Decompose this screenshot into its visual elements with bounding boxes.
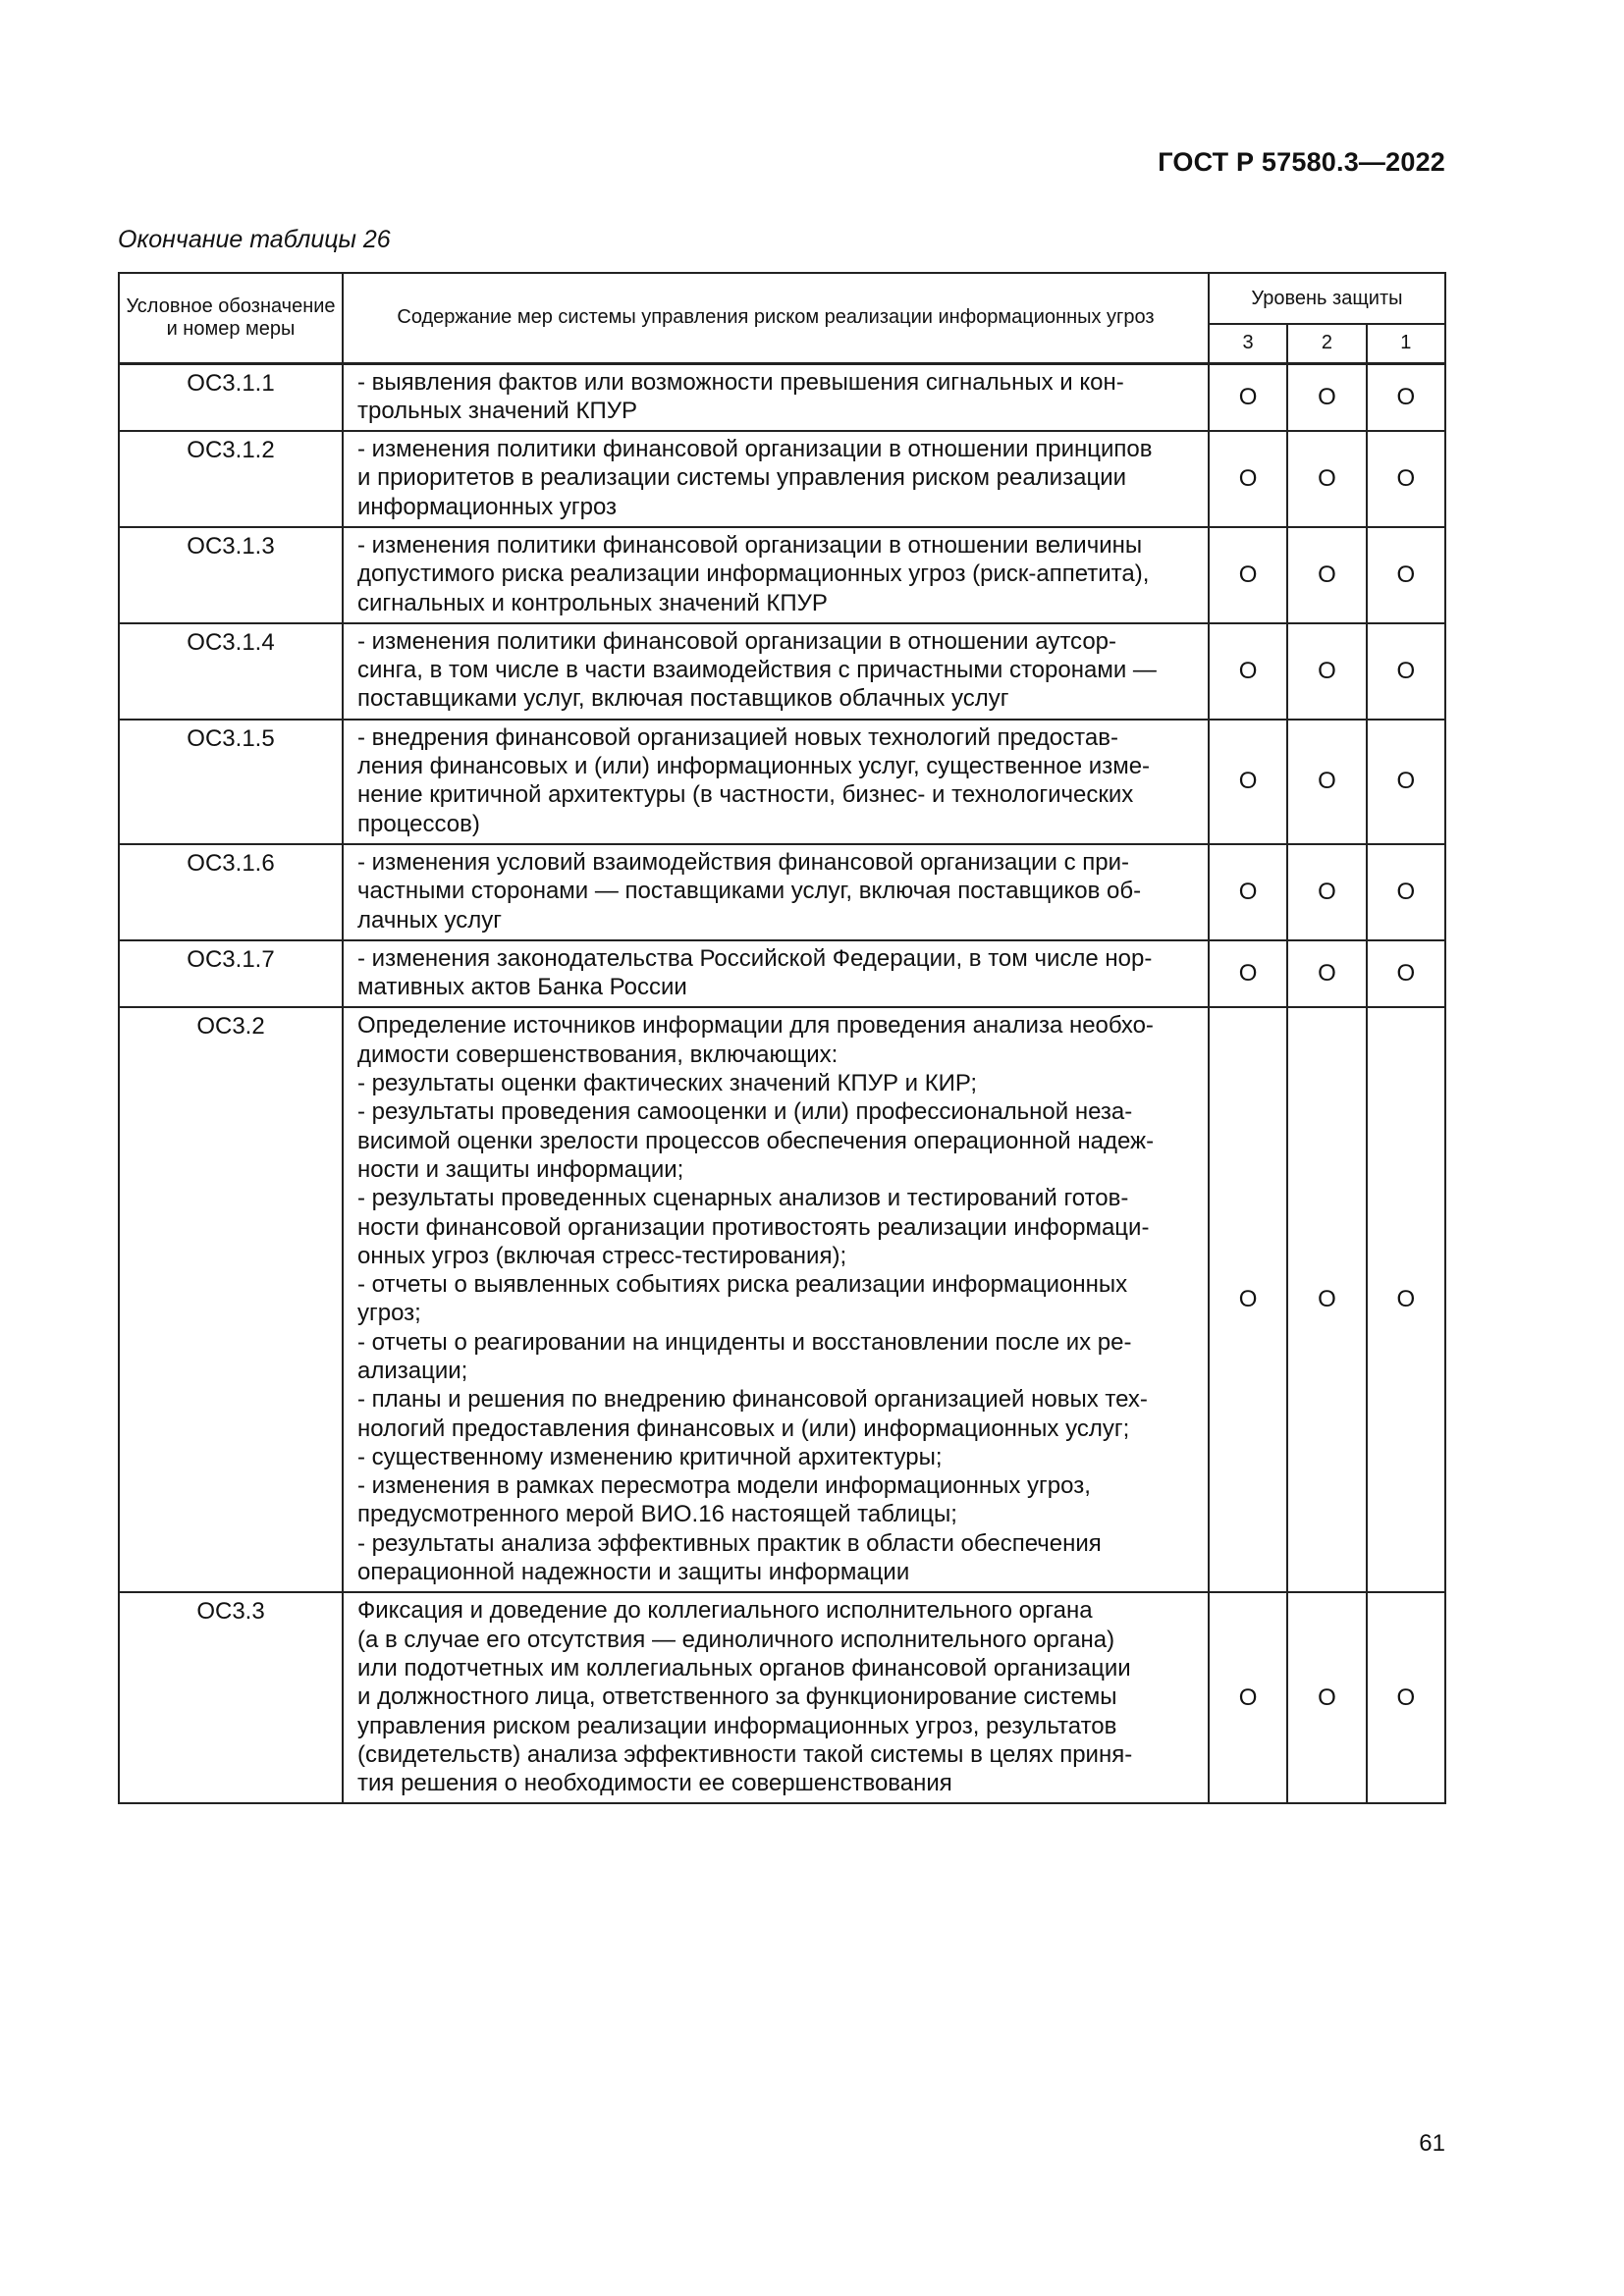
protection-level-3-value: О: [1209, 1592, 1287, 1803]
protection-level-3-value: О: [1209, 623, 1287, 720]
header-content: Содержание мер системы управления риском реализации информационных угроз: [343, 273, 1209, 363]
measure-code: ОС3.1.6: [119, 844, 343, 940]
table-row: [119, 527, 1445, 623]
table-row: [119, 431, 1445, 527]
measure-code: ОС3.1.5: [119, 720, 343, 844]
table-row: [119, 844, 1445, 940]
measure-description: Фиксация и доведение до коллегиального исполнительного органа (а в случае его отсутствия — единоличного исполнительного органа) или подотчетных им коллегиальных органов финансовой организации и должностного лица, ответственного за функционирование системы управления риском реализации информационных угроз, результатов (свидетельств) анализа эффективности такой системы в целях приня- тия решения о необходимости ее совершенствования: [343, 1592, 1209, 1803]
protection-level-3-value: О: [1209, 720, 1287, 844]
protection-level-3-value: О: [1209, 431, 1287, 527]
table-row: [119, 720, 1445, 844]
protection-level-2-value: О: [1287, 720, 1366, 844]
measure-code: ОС3.1.7: [119, 940, 343, 1008]
protection-level-1-value: О: [1367, 431, 1445, 527]
protection-level-3-value: О: [1209, 844, 1287, 940]
header-protection-level: Уровень защиты: [1209, 273, 1445, 324]
table-caption: Окончание таблицы 26: [118, 226, 391, 253]
measure-code: ОС3.2: [119, 1007, 343, 1592]
protection-level-2-value: О: [1287, 1007, 1366, 1592]
table-body: [119, 363, 1445, 1803]
measure-description: - внедрения финансовой организацией новых технологий предостав- ления финансовых и (или) информационных услуг, существенное изме- нение критичной архитектуры (в частности, бизнес- и технологических процессов): [343, 720, 1209, 844]
protection-level-2-value: О: [1287, 623, 1366, 720]
table-row: [119, 1592, 1445, 1803]
measure-code: ОС3.1.1: [119, 363, 343, 431]
measure-description: - изменения политики финансовой организации в отношении величины допустимого риска реализации информационных угроз (риск-аппетита), сигнальных и контрольных значений КПУР: [343, 527, 1209, 623]
protection-level-1-value: О: [1367, 844, 1445, 940]
header-level-1: 1: [1367, 324, 1445, 363]
measure-description: - изменения политики финансовой организации в отношении аутсор- синга, в том числе в части взаимодействия с причастными сторонами — поставщиками услуг, включая поставщиков облачных услуг: [343, 623, 1209, 720]
measure-description: - изменения политики финансовой организации в отношении принципов и приоритетов в реализации системы управления риском реализации информационных угроз: [343, 431, 1209, 527]
protection-level-3-value: О: [1209, 363, 1287, 431]
measure-code: ОС3.1.4: [119, 623, 343, 720]
measure-description: - изменения условий взаимодействия финансовой организации с при- частными сторонами — поставщиками услуг, включая поставщиков об- лачных услуг: [343, 844, 1209, 940]
protection-level-2-value: О: [1287, 431, 1366, 527]
measure-description: - изменения законодательства Российской Федерации, в том числе нор- мативных актов Банка России: [343, 940, 1209, 1008]
page-number: 61: [1419, 2130, 1445, 2157]
measure-code: ОС3.1.2: [119, 431, 343, 527]
protection-level-2-value: О: [1287, 363, 1366, 431]
table-row: [119, 940, 1445, 1008]
table-row: [119, 1007, 1445, 1592]
protection-level-3-value: О: [1209, 1007, 1287, 1592]
protection-level-1-value: О: [1367, 1007, 1445, 1592]
measure-description: - выявления фактов или возможности превышения сигнальных и кон- трольных значений КПУР: [343, 363, 1209, 431]
protection-level-1-value: О: [1367, 363, 1445, 431]
header-level-2: 2: [1287, 324, 1366, 363]
protection-level-1-value: О: [1367, 720, 1445, 844]
header-level-3: 3: [1209, 324, 1287, 363]
protection-level-1-value: О: [1367, 527, 1445, 623]
protection-level-3-value: О: [1209, 527, 1287, 623]
protection-level-2-value: О: [1287, 844, 1366, 940]
document-header: ГОСТ Р 57580.3—2022: [1158, 147, 1445, 177]
protection-level-1-value: О: [1367, 940, 1445, 1008]
measure-code: ОС3.1.3: [119, 527, 343, 623]
protection-level-2-value: О: [1287, 1592, 1366, 1803]
protection-level-1-value: О: [1367, 623, 1445, 720]
table-row: [119, 363, 1445, 431]
protection-level-1-value: О: [1367, 1592, 1445, 1803]
protection-level-3-value: О: [1209, 940, 1287, 1008]
measure-description: Определение источников информации для проведения анализа необхо- димости совершенствования, включающих: - результаты оценки фактических значений КПУР и КИР; - результаты проведения самооценки и (или) профессиональной неза- висимой оценки зрелости процессов обеспечения операционной надеж- ности и защиты информации; - результаты проведенных сценарных анализов и тестирований готов- ности финансовой организации противостоять реализации информаци- онных угроз (включая стресс-тестирования); - отчеты о выявленных событиях риска реализации информационных угроз; - отчеты о реагировании на инциденты и восстановлении после их ре- ализации; - планы и решения по внедрению финансовой организацией новых тех- нологий предоставления финансовых и (или) информационных услуг; - существенному изменению критичной архитектуры; - изменения в рамках пересмотра модели информационных угроз, предусмотренного мерой ВИО.16 настоящей таблицы; - результаты анализа эффективных практик в области обеспечения операционной надежности и защиты информации: [343, 1007, 1209, 1592]
measure-code: ОС3.3: [119, 1592, 343, 1803]
protection-level-2-value: О: [1287, 527, 1366, 623]
measures-table: [118, 272, 1446, 1804]
protection-level-2-value: О: [1287, 940, 1366, 1008]
table-row: [119, 623, 1445, 720]
header-code: Условное обозначение и номер меры: [119, 273, 343, 363]
